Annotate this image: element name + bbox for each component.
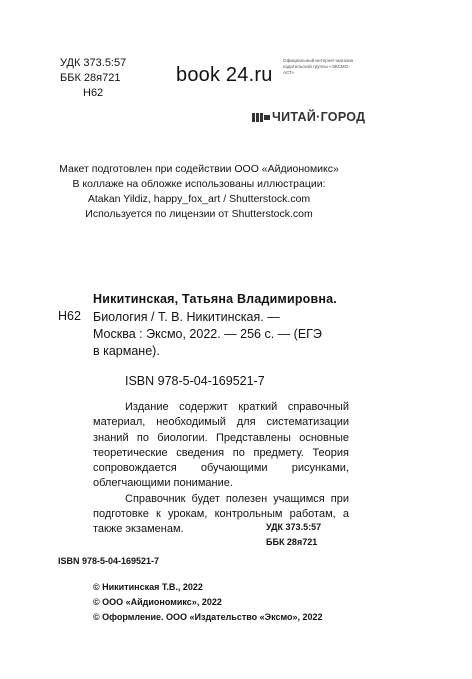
copyright-line: © Никитинская Т.В., 2022 (93, 582, 203, 592)
udk-code: УДК 373.5:57 (60, 57, 127, 69)
copyright-block (93, 580, 323, 625)
annotation-paragraph: Издание содержит краткий справочный материал, необходимый для систематизации знаний по биологии. Представлены основные теоретические сведения по предмету. Теория сопровождается обучающими рисунками, облегчающими понимание. (93, 401, 349, 490)
catalog-code: Н62 (58, 309, 81, 323)
udk-block (60, 56, 126, 101)
credits-line: В коллаже на обложке использованы иллюстрации: (72, 178, 326, 190)
credits-line: Используется по лицензии от Shutterstock.com (85, 208, 313, 220)
bbk-code: ББК 28я721 (60, 72, 121, 84)
author-sign-code: Н62 (83, 87, 104, 99)
chitai-gorod-logo (252, 110, 365, 124)
udk-right-code: УДК 373.5:57 (266, 522, 322, 532)
isbn-footer: ISBN 978-5-04-169521-7 (58, 556, 160, 566)
credits-line: Макет подготовлен при содействии ООО «Айдиономикс» (59, 163, 339, 175)
credits-block (54, 162, 344, 222)
book24-logo: book 24.ru (176, 64, 273, 86)
copyright-line: © Оформление. ООО «Издательство «Эксмо», 2022 (93, 612, 323, 622)
annotation (93, 400, 349, 538)
biblio-line: Москва : Эксмо, 2022. — 256 с. — (ЕГЭ (93, 327, 322, 341)
annotation-paragraph: Справочник будет полезен учащимся при подготовке к урокам, контрольным работам, а также экзаменам. (93, 492, 349, 536)
chitai-gorod-mark-icon (252, 113, 270, 122)
bbk-right-code: ББК 28я721 (266, 537, 318, 547)
credits-line: Atakan Yildiz, happy_fox_art / Shutterstock.com (87, 193, 311, 205)
bibliographic-description (93, 309, 351, 360)
book24-tagline: Официальный интернет-магазин издательской группы «ЭКСМО-АСТ» (283, 58, 354, 75)
copyright-line: © ООО «Айдиономикс», 2022 (93, 597, 222, 607)
udk-right-block (266, 520, 321, 550)
chitai-gorod-text: ЧИТАЙ·ГОРОД (272, 110, 366, 124)
author-heading: Никитинская, Татьяна Владимировна. (93, 292, 337, 306)
biblio-line: Биология / Т. В. Никитинская. — (93, 310, 280, 324)
isbn-main: ISBN 978-5-04-169521-7 (125, 374, 265, 388)
biblio-line: в кармане). (93, 344, 160, 358)
